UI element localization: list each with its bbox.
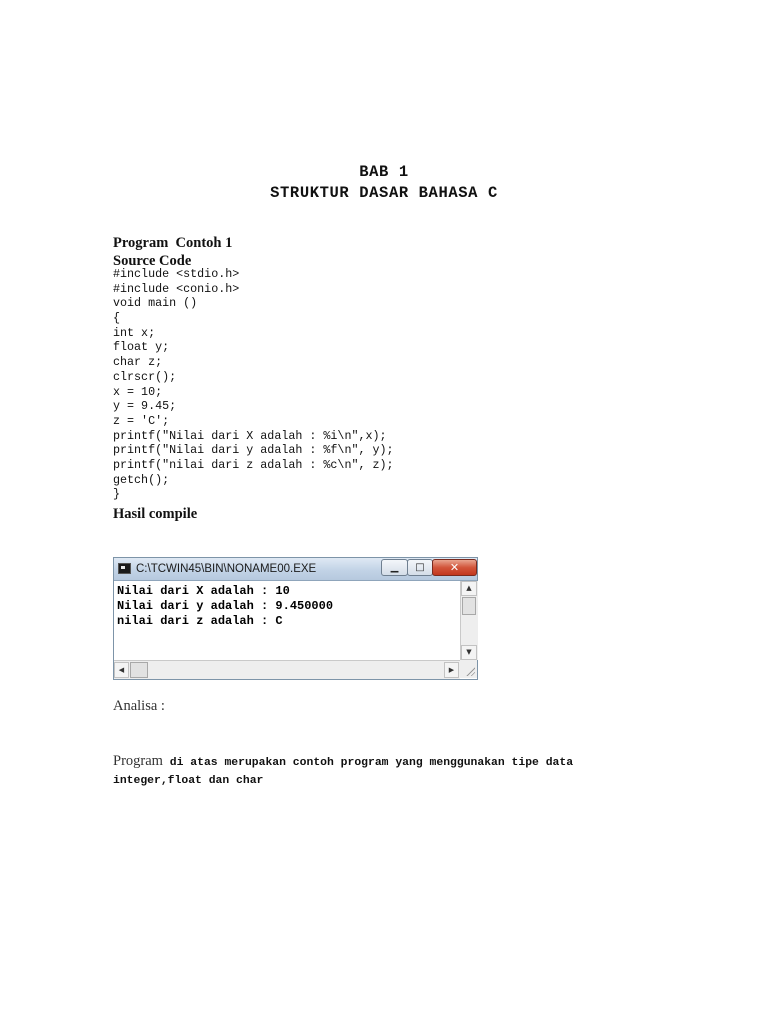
chapter-name: STRUKTUR DASAR BAHASA C	[270, 184, 498, 202]
code-line: printf("Nilai dari X adalah : %i\n",x);	[113, 428, 387, 443]
analysis-label: Analisa :	[113, 698, 165, 714]
chapter-title	[0, 162, 768, 204]
console-output-line: Nilai dari X adalah : 10	[117, 584, 290, 598]
console-titlebar[interactable]	[114, 558, 477, 581]
code-line: char z;	[113, 355, 163, 370]
code-line: {	[113, 311, 121, 326]
horizontal-scrollbar[interactable]	[114, 660, 460, 679]
resize-grip-icon[interactable]	[460, 660, 477, 678]
code-line: y = 9.45;	[113, 399, 177, 414]
code-line: void main ()	[113, 296, 198, 311]
source-code-heading: Source Code	[113, 253, 192, 269]
minimize-button[interactable]: ▁	[381, 559, 408, 576]
console-app-icon[interactable]	[118, 563, 131, 574]
program-heading: Program Contoh 1	[113, 235, 233, 251]
code-line: printf("nilai dari z adalah : %c\n", z);	[113, 457, 394, 472]
source-code-block	[113, 267, 394, 502]
code-line: z = 'C';	[113, 413, 170, 428]
scroll-up-button[interactable]: ▲	[461, 581, 477, 596]
code-line: }	[113, 487, 121, 502]
chapter-number: BAB 1	[359, 163, 409, 181]
paragraph-lead: Program	[113, 753, 163, 769]
console-output	[114, 581, 460, 660]
console-title: C:\TCWIN45\BIN\NONAME00.EXE	[136, 563, 317, 575]
vertical-scrollbar[interactable]	[460, 581, 478, 660]
console-window	[113, 557, 478, 680]
compile-result-heading: Hasil compile	[113, 506, 198, 522]
code-line: x = 10;	[113, 384, 163, 399]
analysis-paragraph	[113, 753, 653, 789]
code-line: float y;	[113, 340, 170, 355]
code-line: clrscr();	[113, 369, 177, 384]
console-output-line: Nilai dari y adalah : 9.450000	[117, 599, 334, 613]
code-line: #include <conio.h>	[113, 281, 240, 296]
paragraph-body: di atas merupakan contoh program yang menggunakan tipe data integer,float dan char	[113, 757, 574, 787]
close-button[interactable]: ✕	[432, 559, 477, 576]
vertical-scroll-thumb[interactable]	[462, 597, 476, 615]
scroll-right-button[interactable]: ▶	[444, 662, 459, 678]
code-line: getch();	[113, 472, 170, 487]
scroll-left-button[interactable]: ◀	[114, 662, 129, 678]
code-line: int x;	[113, 325, 156, 340]
code-line: printf("Nilai dari y adalah : %f\n", y);	[113, 443, 394, 458]
code-line: #include <stdio.h>	[113, 267, 240, 281]
maximize-button[interactable]: □	[407, 559, 433, 576]
scroll-down-button[interactable]: ▼	[461, 645, 477, 660]
console-output-line: nilai dari z adalah : C	[117, 614, 283, 628]
horizontal-scroll-thumb[interactable]	[130, 662, 148, 678]
